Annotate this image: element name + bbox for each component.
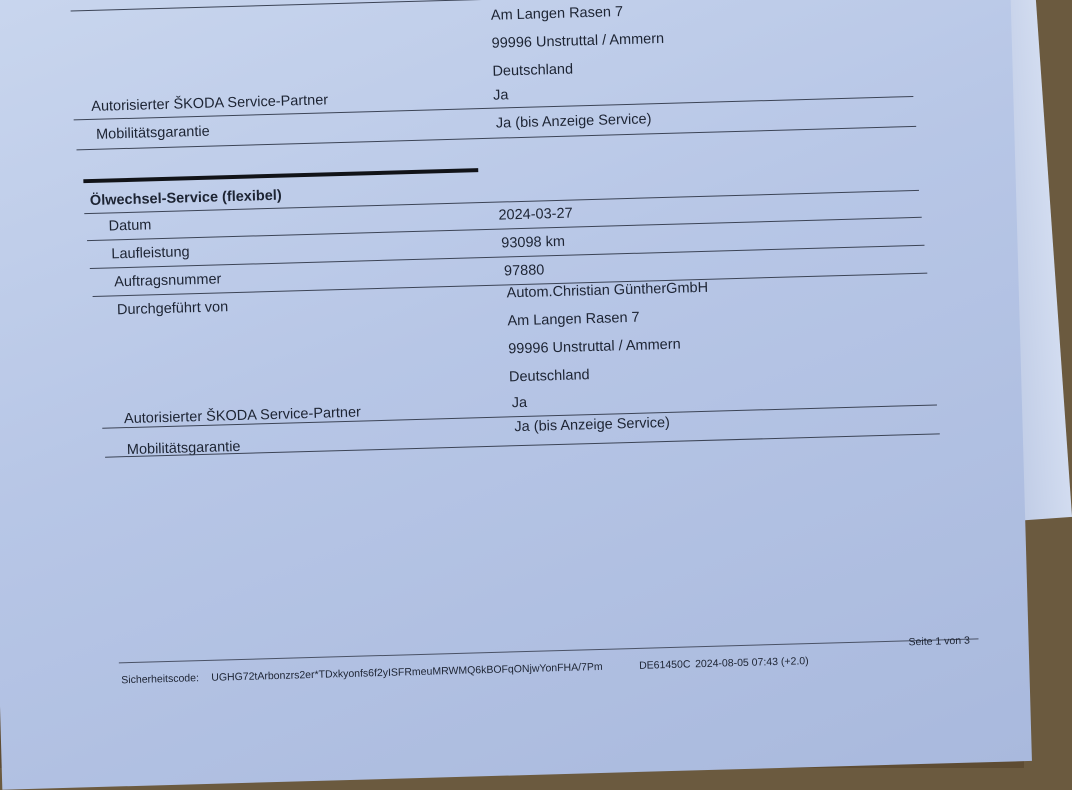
- authorized-value: Ja: [511, 394, 528, 412]
- show-through-text: [414, 478, 418, 493]
- date-value: 2024-03-27: [498, 205, 573, 224]
- order-number-value: 97880: [503, 262, 545, 280]
- performed-by-label: Durchgeführt von: [116, 299, 229, 319]
- top-address-country: Deutschland: [492, 61, 574, 80]
- performed-by-country: Deutschland: [508, 367, 590, 386]
- service-title: Ölwechsel-Service (flexibel): [89, 187, 282, 210]
- security-label: Sicherheitscode:: [121, 672, 200, 687]
- top-rule: [71, 0, 901, 11]
- mobility-value: Ja (bis Anzeige Service): [514, 414, 671, 436]
- performed-by-street: Am Langen Rasen 7: [507, 309, 640, 330]
- date-label: Datum: [108, 217, 152, 235]
- top-address-city: 99996 Unstruttal / Ammern: [491, 30, 665, 52]
- top-authorized-label: Autorisierter ŠKODA Service-Partner: [91, 92, 329, 115]
- footer-rule: [119, 638, 979, 663]
- print-timestamp: 2024-08-05 07:43 (+2.0): [694, 655, 809, 671]
- page-number: Seite 1 von 3: [908, 634, 971, 649]
- top-address-company: [490, 0, 692, 2]
- security-code: UGHG72tArbonzrs2er*TDxkyonfs6f2yISFRmeuMRWMQ6kBOFqONjwYonFHA/7Pm: [211, 660, 603, 684]
- section-header-bar: [83, 168, 478, 183]
- mileage-label: Laufleistung: [111, 244, 190, 263]
- document-code: DE61450C: [638, 658, 691, 672]
- performed-by-city: 99996 Unstruttal / Ammern: [508, 336, 681, 358]
- mobility-label: Mobilitätsgarantie: [126, 438, 241, 459]
- top-mobility-label: Mobilitätsgarantie: [95, 123, 210, 143]
- performed-by-company: Autom.Christian GüntherGmbH: [506, 279, 709, 302]
- top-authorized-value: Ja: [492, 87, 509, 104]
- top-mobility-value: Ja (bis Anzeige Service): [495, 111, 652, 132]
- top-address-street: Am Langen Rasen 7: [490, 4, 624, 24]
- order-number-label: Auftragsnummer: [113, 271, 222, 291]
- mileage-value: 93098 km: [501, 233, 566, 252]
- authorized-label: Autorisierter ŠKODA Service-Partner: [123, 404, 362, 428]
